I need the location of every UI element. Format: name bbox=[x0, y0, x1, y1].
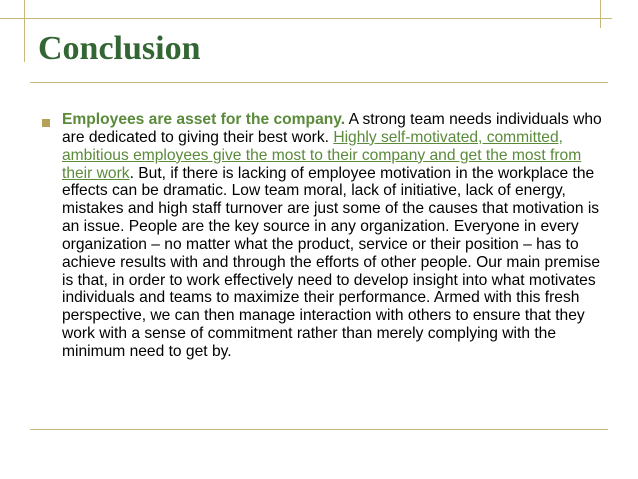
bullet-text-before-link: A strong team needs individuals who are dedicated to giving their best work. bbox=[62, 111, 602, 146]
top-border-line bbox=[0, 18, 612, 19]
bullet-link[interactable]: Highly self-motivated, committed, ambitious employees give the most to their company and get the most from their work bbox=[62, 128, 582, 182]
bullet-text-after-link: . But, if there is lacking of employee motivation in the workplace the effects can be dramatic. Low team moral, lack of initiative, lack of energy, mistakes and high staff turnover are just some of the causes that motivation is an issue. People are the key source in any organization. Everyone in every organization – no matter what the product, service or their position – has to achieve results with and through the efforts of other people. Our main premise is that, in order to work effectively need to develop insight into what motivates individuals and teams to maximize their performance. Armed with this fresh perspective, we can then manage interaction with others to ensure that they work with a sense of commitment rather than merely complying with the minimum need to get by. bbox=[62, 164, 600, 360]
right-border-line bbox=[600, 0, 601, 28]
bullet-paragraph bbox=[62, 111, 604, 361]
title-divider bbox=[30, 82, 608, 83]
slide-title: Conclusion bbox=[38, 30, 201, 67]
left-border-line bbox=[24, 0, 25, 62]
bullet-lead: Employees are asset for the company. bbox=[62, 111, 346, 128]
square-bullet-icon bbox=[42, 119, 50, 127]
bottom-divider bbox=[30, 429, 608, 430]
